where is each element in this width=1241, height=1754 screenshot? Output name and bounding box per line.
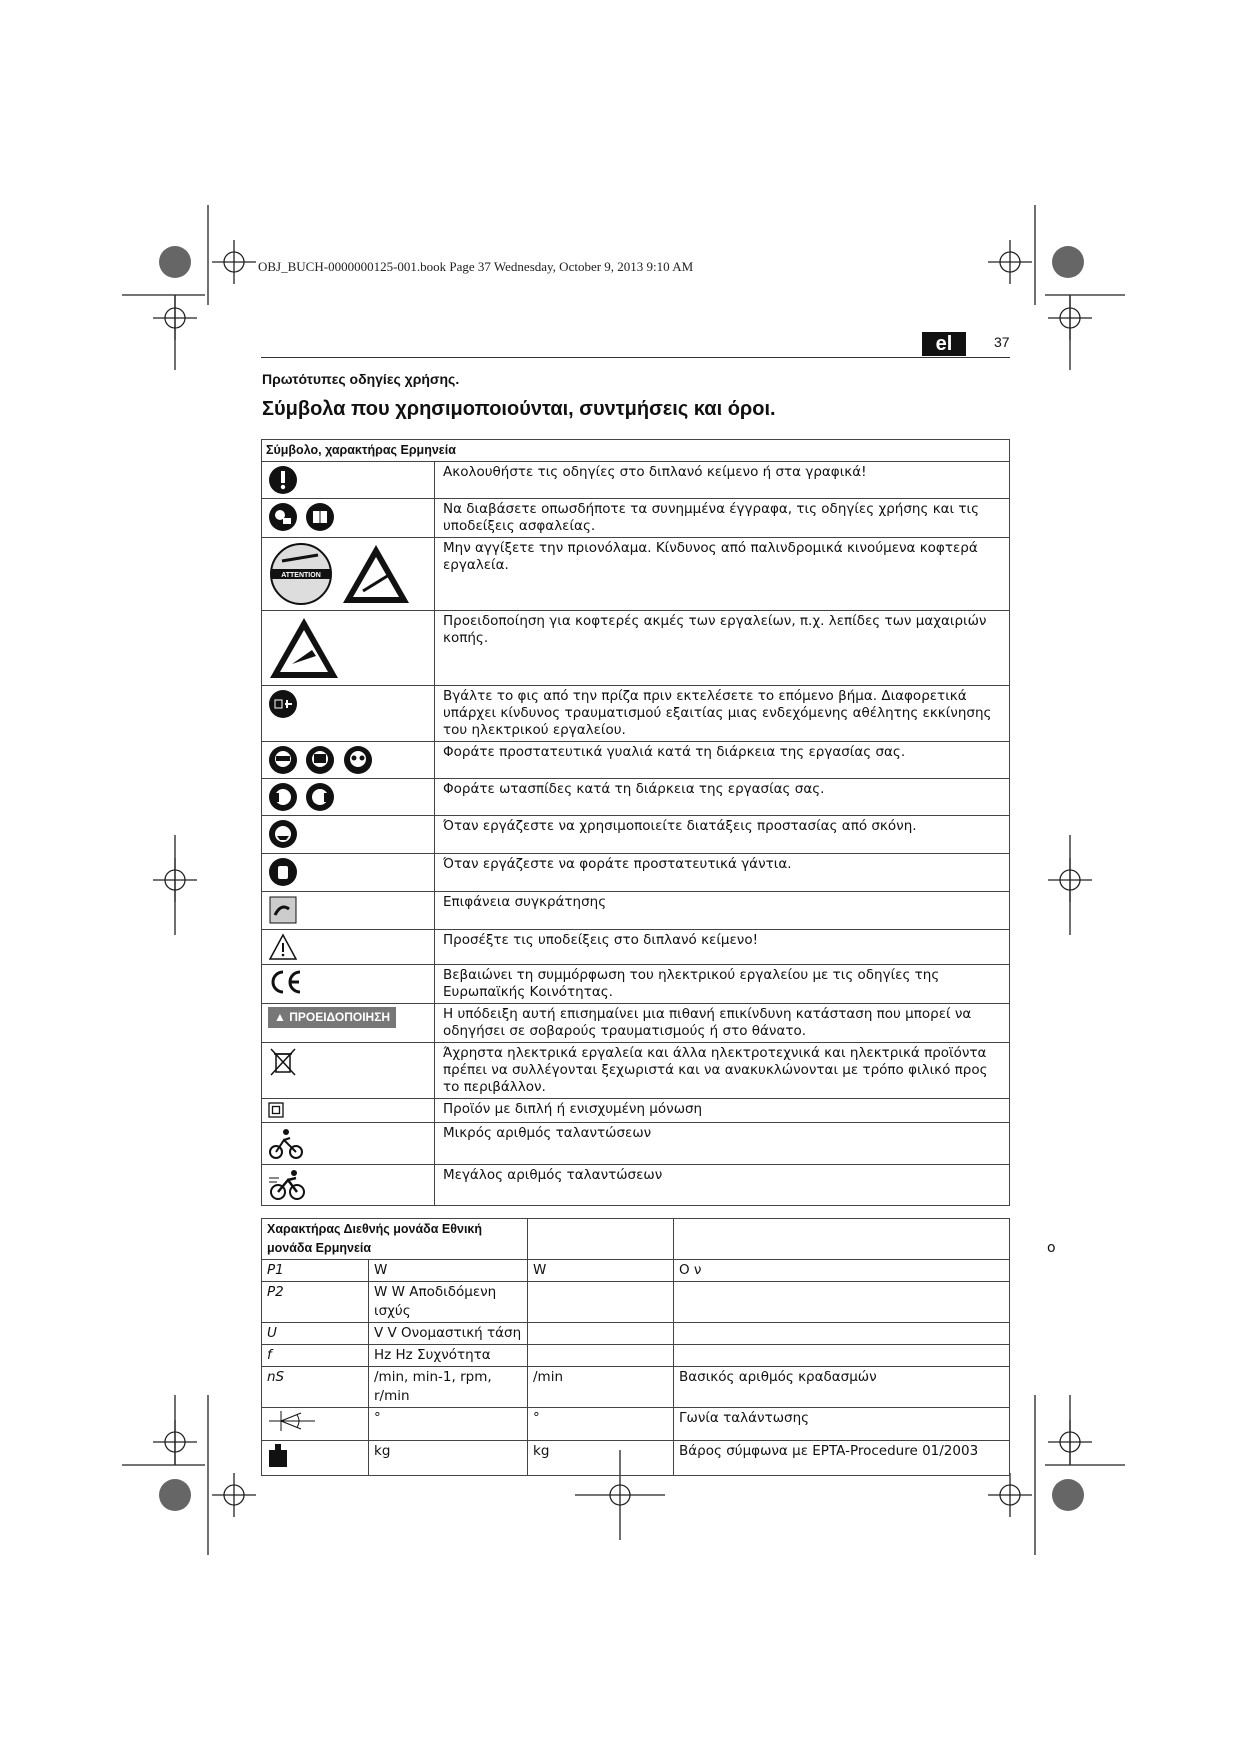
doc-title: Σύμβολα που χρησιμοποιούνται, συντμήσεις και όροι. (262, 398, 776, 420)
cell-meaning (674, 1345, 1010, 1367)
table-row (262, 1260, 1010, 1282)
cell-national-unit: ° (528, 1408, 674, 1441)
sharp-edges-warning-icon (262, 611, 435, 686)
header-rule (261, 357, 1010, 358)
table-row (262, 1345, 1010, 1367)
units-table (261, 1218, 1010, 1476)
table-row (262, 1043, 1010, 1099)
row-description: Όταν εργάζεστε να φοράτε προστατευτικά γάντια. (435, 854, 1010, 892)
cell-meaning (674, 1282, 1010, 1323)
cell-national-unit (528, 1323, 674, 1345)
table-header: Χαρακτήρας Διεθνής μονάδα Εθνική μονάδα Ερμηνεία (262, 1219, 528, 1260)
row-description: Η υπόδειξη αυτή επισημαίνει μια πιθανή επικίνδυνη κατάσταση που μπορεί να οδηγήσει σε σοβαρούς τραυματισμούς ή στο θάνατο. (435, 1004, 1010, 1043)
eye-protection-icon (262, 742, 435, 779)
table-row (262, 1441, 1010, 1476)
table-row (262, 742, 1010, 779)
cell-meaning: Γωνία ταλάντωσης (674, 1408, 1010, 1441)
cell-national-unit: /min (528, 1367, 674, 1408)
row-description: Ακολουθήστε τις οδηγίες στο διπλανό κείμενο ή στα γραφικά! (435, 462, 1010, 499)
caution-triangle-icon (262, 930, 435, 965)
row-description: Να διαβάσετε οπωσδήποτε τα συνημμένα έγγραφα, τις οδηγίες χρήσης και τις υποδείξεις ασφαλείας. (435, 499, 1010, 538)
row-description: Φοράτε ωτασπίδες κατά τη διάρκεια της εργασίας σας. (435, 779, 1010, 816)
table-row (262, 1323, 1010, 1345)
row-description: Προσέξτε τις υποδείξεις στο διπλανό κείμενο! (435, 930, 1010, 965)
high-oscillation-icon (262, 1165, 435, 1206)
row-description: Προϊόν με διπλή ή ενισχυμένη μόνωση (435, 1099, 1010, 1123)
table-row (262, 779, 1010, 816)
symbols-table (261, 439, 1010, 1206)
table-header-row (262, 440, 1010, 462)
cell-intl-unit: Hz Hz Συχνότητα (369, 1345, 528, 1367)
cell-meaning: Βάρος σύμφωνα με EPTA-Procedure 01/2003 (674, 1441, 1010, 1476)
table-row (262, 965, 1010, 1004)
table-row (262, 816, 1010, 854)
warning-label-icon (262, 1004, 435, 1043)
double-insulation-icon (262, 1099, 435, 1123)
dust-mask-icon (262, 816, 435, 854)
cell-meaning: O ν (674, 1260, 1010, 1282)
svg-text:ATTENTION: ATTENTION (281, 572, 321, 579)
ce-mark-icon (262, 965, 435, 1004)
cell-symbol: f (262, 1345, 369, 1367)
table-row (262, 1408, 1010, 1441)
row-description: Επιφάνεια συγκράτησης (435, 892, 1010, 930)
warning-label: ▲ ΠΡΟΕΙΔΟΠΟΙΗΣΗ (268, 1007, 396, 1028)
row-description: Βγάλτε το φις από την πρίζα πριν εκτελέσετε το επόμενο βήμα. Διαφορετικά υπάρχει κίνδυνος τραυματισμού εξαιτίας μιας ενδεχόμενης αθέλητης εκκίνησης του ηλεκτρικού εργαλείου. (435, 686, 1010, 742)
low-oscillation-icon (262, 1123, 435, 1165)
ear-protection-icon (262, 779, 435, 816)
gloves-icon (262, 854, 435, 892)
cell-symbol: nS (262, 1367, 369, 1408)
row-description: Όταν εργάζεστε να χρησιμοποιείτε διατάξεις προστασίας από σκόνη. (435, 816, 1010, 854)
oscillation-angle-icon (262, 1408, 369, 1441)
cell-national-unit: kg (528, 1441, 674, 1476)
weee-bin-icon (262, 1043, 435, 1099)
table-header-row (262, 1219, 1010, 1260)
cell-intl-unit: /min, min-1, rpm, r/min (369, 1367, 528, 1408)
cell-intl-unit: ° (369, 1408, 528, 1441)
table-header: Σύμβολο, χαρακτήρας Ερμηνεία (262, 440, 1010, 462)
row-description: Άχρηστα ηλεκτρικά εργαλεία και άλλα ηλεκτροτεχνικά και ηλεκτρικά προϊόντα πρέπει να συλλέγονται ξεχωριστά και να ανακυκλώνονται με τρόπο φιλικό προς το περιβάλλον. (435, 1043, 1010, 1099)
attention-saw-blade-icon (262, 538, 435, 611)
cell-national-unit (528, 1282, 674, 1323)
cell-meaning: Βασικός αριθμός κραδασμών (674, 1367, 1010, 1408)
row-description: Βεβαιώνει τη συμμόρφωση του ηλεκτρικού εργαλείου με τις οδηγίες της Ευρωπαϊκής Κοινότητας. (435, 965, 1010, 1004)
table-row (262, 611, 1010, 686)
cell-symbol: P1 (262, 1260, 369, 1282)
table-row (262, 1123, 1010, 1165)
cell-national-unit (528, 1345, 674, 1367)
unplug-icon (262, 686, 435, 742)
table-row (262, 892, 1010, 930)
table-row (262, 686, 1010, 742)
cell-symbol: U (262, 1323, 369, 1345)
table-row (262, 499, 1010, 538)
grip-surface-icon (262, 892, 435, 930)
row-description: Μην αγγίξετε την πριονόλαμα. Κίνδυνος από παλινδρομικά κινούμενα κοφτερά εργαλεία. (435, 538, 1010, 611)
cell-intl-unit: W (369, 1260, 528, 1282)
cell-intl-unit: V V Ονομαστική τάση (369, 1323, 528, 1345)
row-description: Προειδοποίηση για κοφτερές ακμές των εργαλείων, π.χ. λεπίδες των μαχαιριών κοπής. (435, 611, 1010, 686)
page-number: 37 (994, 334, 1010, 350)
row-description: Μεγάλος αριθμός ταλαντώσεων (435, 1165, 1010, 1206)
table-row (262, 1004, 1010, 1043)
table-row (262, 1282, 1010, 1323)
table-row (262, 462, 1010, 499)
book-header: OBJ_BUCH-0000000125-001.book Page 37 Wednesday, October 9, 2013 9:10 AM (258, 259, 694, 274)
cell-national-unit: W (528, 1260, 674, 1282)
row-description: Φοράτε προστατευτικά γυαλιά κατά τη διάρκεια της εργασίας σας. (435, 742, 1010, 779)
read-manual-icon (262, 499, 435, 538)
table-row (262, 854, 1010, 892)
mandatory-action-icon (262, 462, 435, 499)
table-row (262, 1165, 1010, 1206)
stray-character: o (1047, 1240, 1056, 1256)
cell-meaning (674, 1323, 1010, 1345)
table-row (262, 930, 1010, 965)
table-row (262, 1099, 1010, 1123)
table-row (262, 1367, 1010, 1408)
language-badge: el (922, 332, 966, 356)
row-description: Μικρός αριθμός ταλαντώσεων (435, 1123, 1010, 1165)
cell-symbol: P2 (262, 1282, 369, 1323)
weight-icon (262, 1441, 369, 1476)
cell-intl-unit: W W Αποδιδόμενη ισχύς (369, 1282, 528, 1323)
table-row (262, 538, 1010, 611)
doc-subtitle: Πρωτότυπες οδηγίες χρήσης. (262, 371, 460, 387)
cell-intl-unit: kg (369, 1441, 528, 1476)
